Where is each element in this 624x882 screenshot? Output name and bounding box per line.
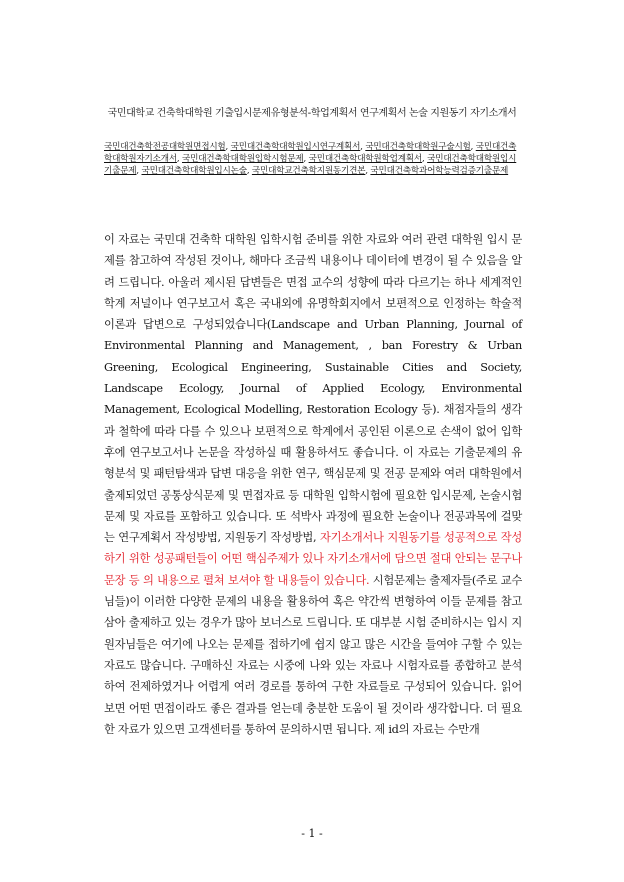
related-link[interactable]: 국민대건축학대학원입시연구계획서 — [230, 142, 361, 152]
related-links: 국민대건축학전공대학원면접시험, 국민대건축학대학원입시연구계획서, 국민대건축학대학원구술시험, 국민대건축학대학원자기소개서, 국민대건축학대학원입학시험문제, 국민대건축학대학원학업계획서, 국민대건축학대학원입시기출문제, 국민대건축학대학원입시논술, 국민대학교건축학지원동기견본, 국민대건축학과어학능력검증기출문제 — [104, 142, 517, 176]
related-link[interactable]: 국민대건축학대학원입시기출문제 — [104, 154, 517, 176]
related-link[interactable]: 국민대건축학과어학능력검증기출문제 — [370, 166, 509, 176]
related-link[interactable]: 국민대학교건축학지원동기견본 — [251, 166, 366, 176]
document-title: 국민대학교 건축학대학원 기출입시문제유형분석-학업계획서 연구계획서 논술 지원동기 자기소개서 — [107, 108, 517, 119]
related-link[interactable]: 국민대건축학대학원구술시험 — [365, 142, 471, 152]
related-link[interactable]: 국민대건축학대학원학업계획서 — [308, 154, 423, 164]
body-text-part: 시험문제는 출제자들(주로 교수님들)이 이러한 다양한 문제의 내용을 활용하여 혹은 약간씩 변형하여 이들 문제를 참고삼아 출제하고 있는 경우가 많아 보너스로 드립니다. 또 대부분 시험 준비하시는 입시 지원자님들은 여기에 나오는 문제를 접하기에 쉽지 않고 많은 시간을 들여야 구할 수 있는 자료도 많습니다. 구매하신 자료는 시중에 나와 있는 자료나 시험자료를 종합하고 분석하여 전제하였거나 어렵게 여러 경로를 통하여 구한 자료들로 구성되어 있습니다. 읽어보면 어떤 면접이라도 좋은 결과를 얻는데 충분한 도움이 될 것이라 생각합니다. 더 필요한 자료가 있으면 고객센터를 통하여 문의하시면 됩니다. 제 id의 자료는 수만개 — [104, 573, 522, 736]
body-paragraph — [104, 229, 522, 740]
related-link[interactable]: 국민대건축학대학원입학시험문제 — [182, 154, 304, 164]
related-link[interactable]: 국민대건축학대학원입시논술 — [141, 166, 247, 176]
related-link[interactable]: 국민대건축학대학원자기소개서 — [104, 142, 517, 164]
page-number: - 1 - — [301, 827, 323, 840]
related-link[interactable]: 국민대건축학전공대학원면접시험 — [104, 142, 226, 152]
body-text-part: 이 자료는 국민대 건축학 대학원 입학시험 준비를 위한 자료와 여러 관련 대학원 입시 문제를 참고하여 작성된 것이나, 해마다 조금씩 내용이나 데이터에 변경이 될 수 있음을 알려 드립니다. 아울러 제시된 답변들은 면접 교수의 성향에 따라 다르기는 하나 세계적인 학계 저널이나 연구보고서 혹은 국내외에 유명학회지에서 보편적으로 인정하는 학술적 이론과 답변으로 구성되었습니다(Landscape and Urban Planning, Journal of Environmental Planning and Management, , ban Forestry & Urban Greening, Ecological Engineering, Sustainable Cities and Society, Landscape Ecology, Journal of Applied Ecology, Environmental Management, Ecological Modelling, Restoration Ecology 등). 채점자들의 생각과 철학에 따라 다를 수 있으나 보편적으로 학계에서 공인된 이론으로 손색이 없어 입학후에 연구보고서나 논문을 작성하실 때 활용하셔도 좋습니다. 이 자료는 기출문제의 유형분석 및 패턴탐색과 답변 대응을 위한 연구, 핵심문제 및 전공 문제와 여러 대학원에서 출제되었던 공통상식문제 및 면접자료 등 대학원 입학시험에 필요한 입시문제, 논술시험문제 및 자료를 포함하고 있습니다. 또 석박사 과정에 필요한 논술이나 전공과목에 걸맞는 연구계획서 작성방법, 지원동기 작성방법, — [104, 233, 522, 545]
body-highlight-text: 자기소개서나 지원동기를 성공적으로 작성하기 위한 성공패턴들이 어떤 핵심주제가 있나 자기소개서에 담으면 절대 안되는 문구나 문장 등 의 내용으로 펼쳐 보셔야 할 내용들이 있습니다. — [104, 531, 523, 587]
